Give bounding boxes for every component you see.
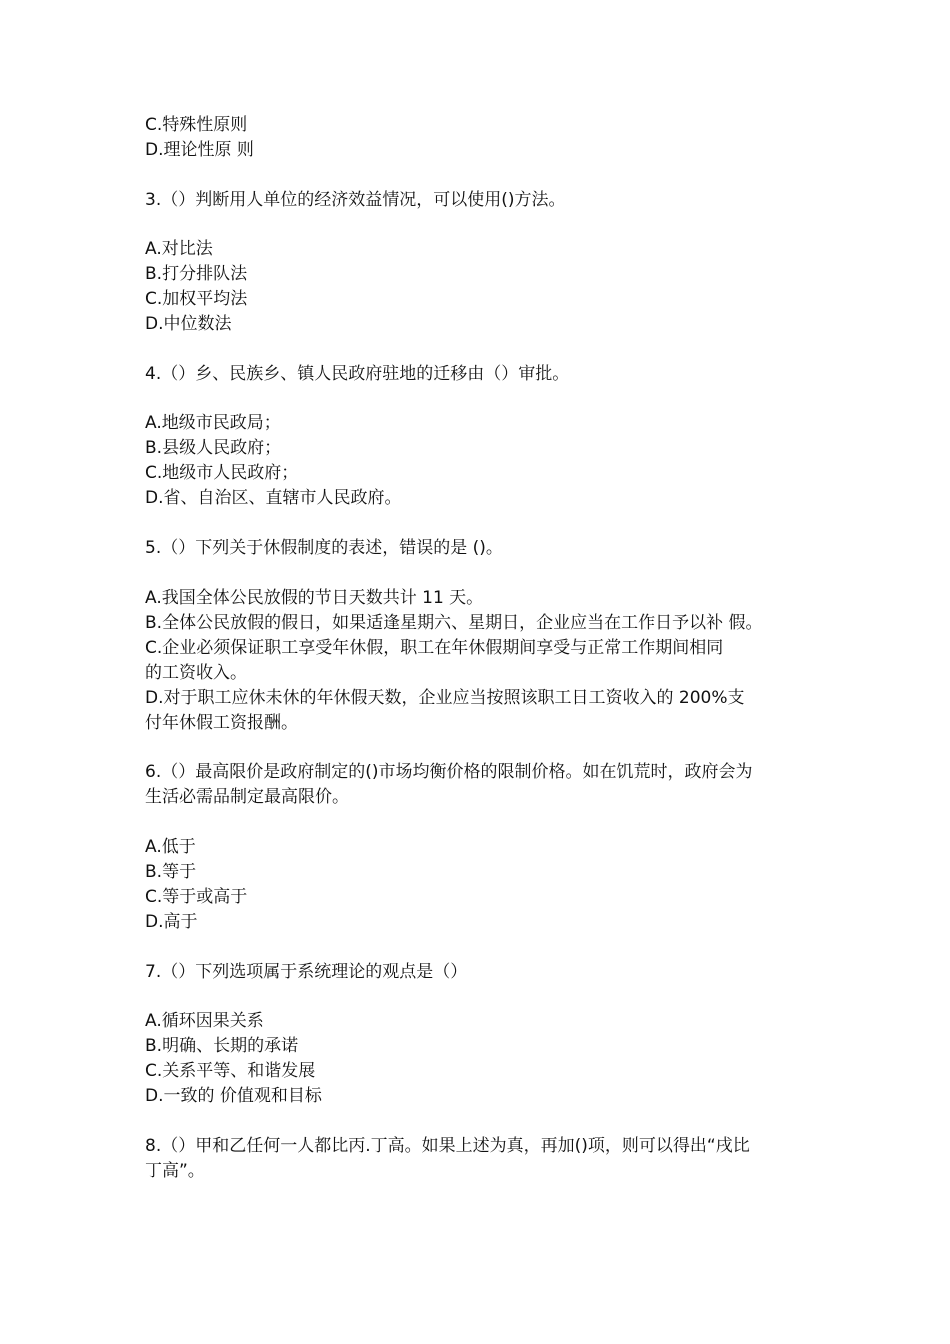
question-7: 7.（）下列选项属于系统理论的观点是（） bbox=[145, 962, 468, 982]
question-5: 5.（）下列关于休假制度的表述，错误的是 ()。 bbox=[145, 538, 503, 558]
option-b: B.打分排队法 bbox=[145, 264, 248, 284]
option-d: D.省、自治区、直辖市人民政府。 bbox=[145, 488, 402, 508]
option-a: A.对比法 bbox=[145, 239, 213, 259]
option-d-cont: 付年休假工资报酬。 bbox=[145, 713, 298, 733]
option-b: B.明确、长期的承诺 bbox=[145, 1036, 299, 1056]
option-c: C.等于或高于 bbox=[145, 887, 248, 907]
option-b: B.全体公民放假的假日，如果适逢星期六、星期日，企业应当在工作日予以补 假。 bbox=[145, 613, 763, 633]
question-6-cont: 生活必需品制定最高限价。 bbox=[145, 787, 349, 807]
option-c: C.关系平等、和谐发展 bbox=[145, 1061, 316, 1081]
question-8: 8.（）甲和乙任何一人都比丙.丁高。如果上述为真，再加()项，则可以得出“戌比 bbox=[145, 1136, 750, 1156]
option-a: A.循环因果关系 bbox=[145, 1011, 264, 1031]
option-c: C.企业必须保证职工享受年休假，职工在年休假期间享受与正常工作期间相同 bbox=[145, 638, 724, 658]
question-3: 3.（）判断用人单位的经济效益情况，可以使用()方法。 bbox=[145, 190, 566, 210]
option-c-cont: 的工资收入。 bbox=[145, 663, 247, 683]
option-b: B.等于 bbox=[145, 862, 197, 882]
option-d: D.中位数法 bbox=[145, 314, 232, 334]
option-b: B.县级人民政府； bbox=[145, 438, 282, 458]
option-c: C.特殊性原则 bbox=[145, 115, 248, 135]
option-d: D.高于 bbox=[145, 912, 198, 932]
question-8-cont: 丁高”。 bbox=[145, 1161, 205, 1181]
option-d: D.一致的 价值观和目标 bbox=[145, 1086, 322, 1106]
option-c: C.地级市人民政府； bbox=[145, 463, 299, 483]
option-d: D.理论性原 则 bbox=[145, 140, 254, 160]
option-a: A.地级市民政局； bbox=[145, 413, 281, 433]
option-d: D.对于职工应休未休的年休假天数，企业应当按照该职工日工资收入的 200%支 bbox=[145, 688, 745, 708]
option-a: A.低于 bbox=[145, 837, 196, 857]
option-c: C.加权平均法 bbox=[145, 289, 248, 309]
question-6: 6.（）最高限价是政府制定的()市场均衡价格的限制价格。如在饥荒时，政府会为 bbox=[145, 762, 753, 782]
question-4: 4.（）乡、民族乡、镇人民政府驻地的迁移由（）审批。 bbox=[145, 364, 570, 384]
option-a: A.我国全体公民放假的节日天数共计 11 天。 bbox=[145, 588, 484, 608]
